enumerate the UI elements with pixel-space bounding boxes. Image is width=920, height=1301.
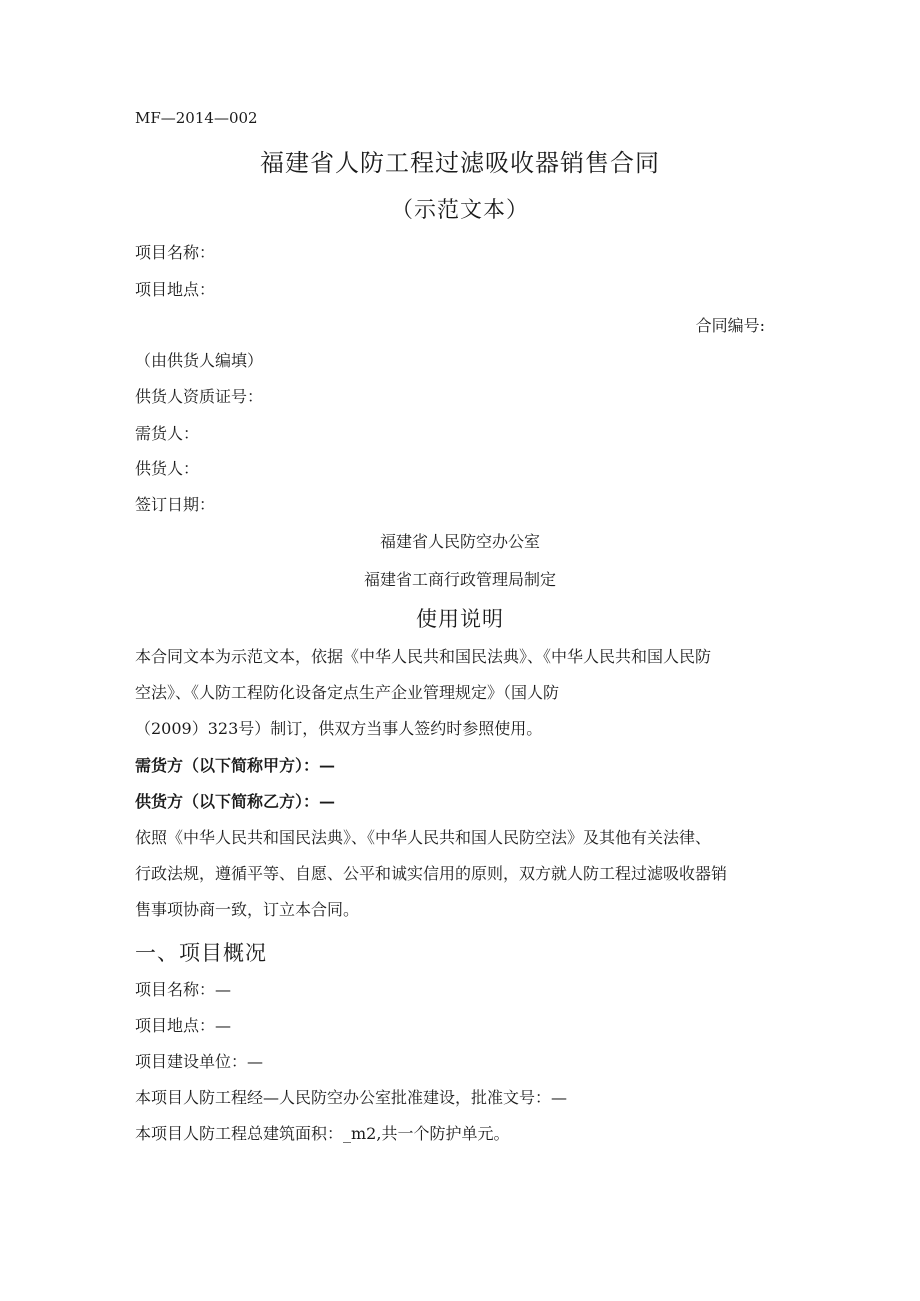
- instructions-heading: 使用说明: [416, 607, 504, 631]
- cover-contract-number: 合同编号:: [695, 316, 765, 335]
- issuer-commerce-bureau: 福建省工商行政管理局制定: [363, 570, 556, 589]
- cover-supplier-fill-note: （由供货人编填）: [135, 351, 264, 370]
- preamble-line-3: 售事项协商一致，订立本合同。: [135, 900, 360, 919]
- document-subtitle: （示范文本）: [390, 198, 529, 223]
- preamble-line-2: 行政法规，遵循平等、自愿、公平和诚实信用的原则，双方就人防工程过滤吸收器销: [135, 864, 728, 883]
- issuer-civil-defense: 福建省人民防空办公室: [379, 532, 540, 551]
- cover-buyer: 需货人：: [135, 424, 200, 443]
- instructions-line-1: 本合同文本为示范文本，依据《中华人民共和国民法典》、《中华人民共和国人民防: [135, 647, 712, 666]
- document-title: 福建省人防工程过滤吸收器销售合同: [260, 149, 660, 177]
- cover-supplier-cert: 供货人资质证号：: [135, 387, 264, 406]
- section-1-builder: 项目建设单位：—: [135, 1052, 264, 1071]
- document-code: MF—2014—002: [135, 109, 258, 127]
- instructions-line-2: 空法》、《人防工程防化设备定点生产企业管理规定》（国人防: [135, 683, 560, 702]
- cover-project-location: 项目地点：: [135, 280, 216, 299]
- preamble-line-1: 依照《中华人民共和国民法典》、《中华人民共和国人民防空法》及其他有关法律、: [135, 828, 712, 847]
- section-1-approval: 本项目人防工程经—人民防空办公室批准建设，批准文号：—: [135, 1088, 568, 1107]
- section-1-project-location: 项目地点：—: [135, 1016, 232, 1035]
- instructions-line-3: （2009）323号）制订，供双方当事人签约时参照使用。: [135, 719, 543, 738]
- section-1-heading: 一、项目概况: [135, 941, 267, 965]
- cover-project-name: 项目名称：: [135, 243, 216, 262]
- cover-supplier: 供货人：: [135, 459, 200, 478]
- party-a-line: 需货方（以下简称甲方）：—: [135, 756, 336, 775]
- cover-sign-date: 签订日期：: [135, 495, 216, 514]
- section-1-project-name: 项目名称：—: [135, 980, 232, 999]
- party-b-line: 供货方（以下简称乙方）：—: [135, 792, 336, 811]
- section-1-area: 本项目人防工程总建筑面积：_m2,共一个防护单元。: [135, 1124, 510, 1143]
